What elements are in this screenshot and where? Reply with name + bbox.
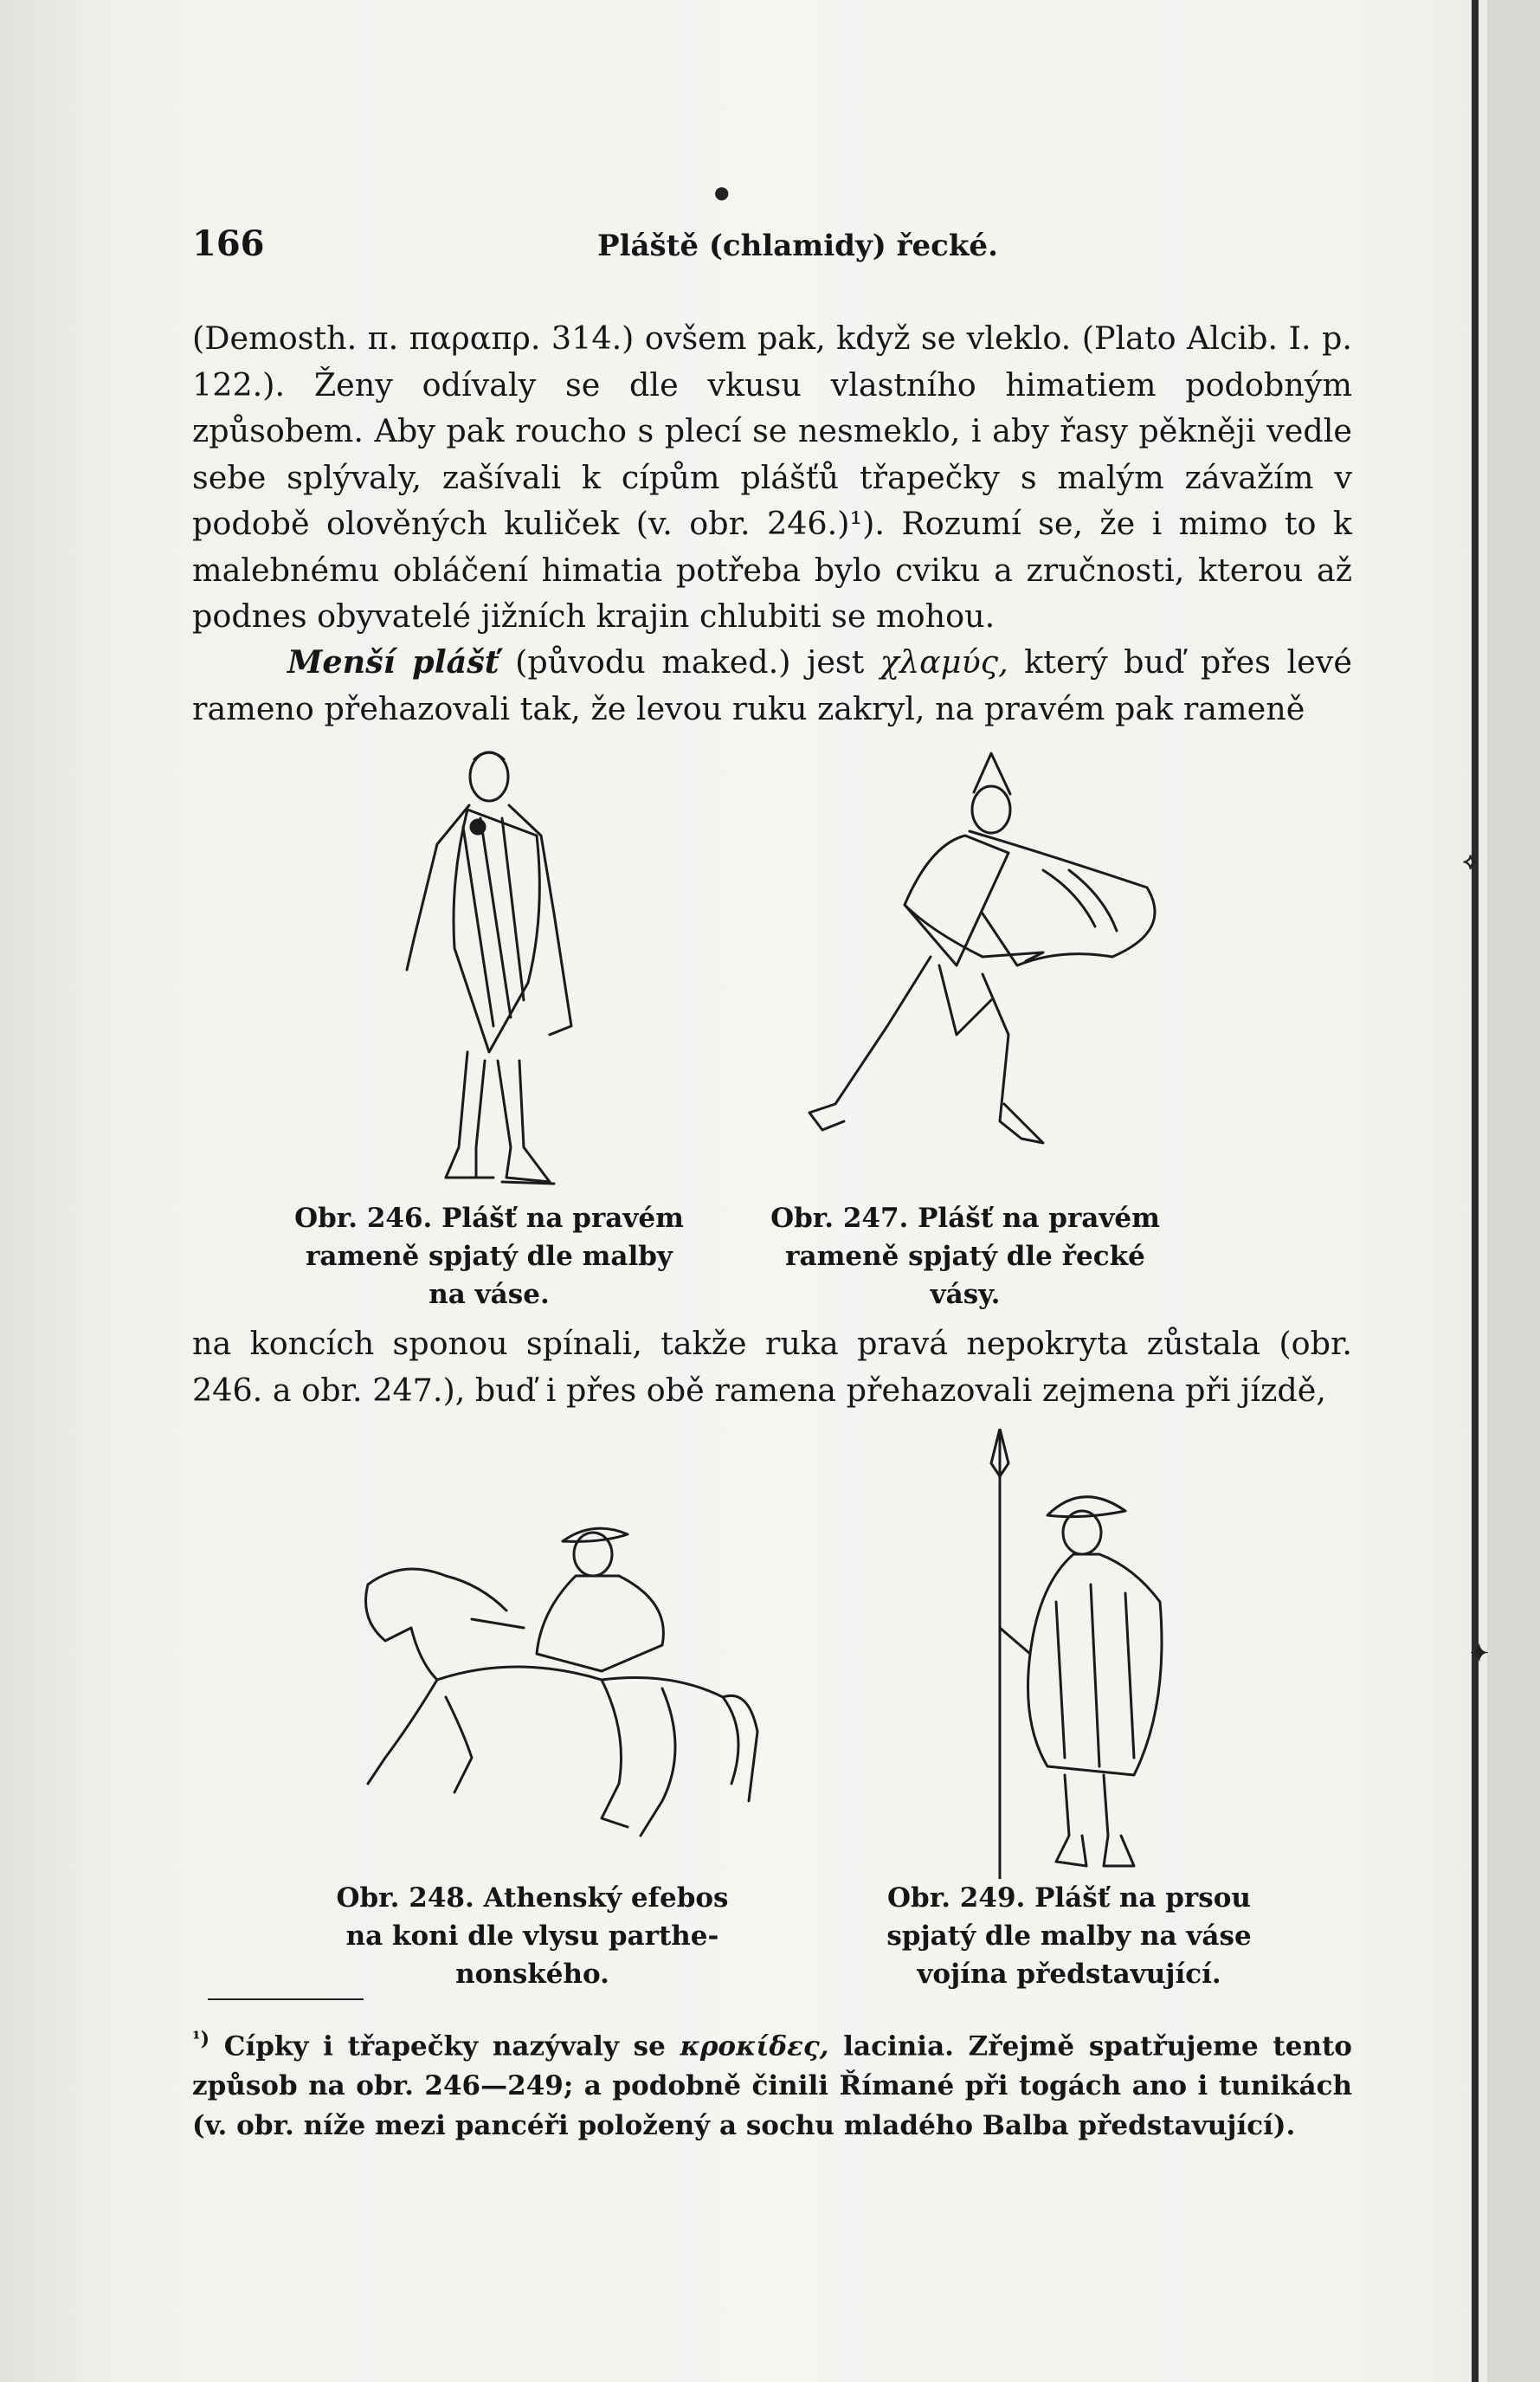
paragraph-2-rest: který buď přes levé rameno přehazovali tak, že levou ruku zakryl, na pravém pak rameně: [192, 643, 1353, 727]
caption-248: [329, 1879, 736, 1993]
caption-248-line3: nonského.: [455, 1959, 609, 1990]
paragraph-2: [192, 639, 1352, 732]
figure-248: [342, 1472, 766, 1879]
footnote-marker: ¹): [192, 2028, 210, 2050]
figure-249: [961, 1429, 1212, 1879]
page-edge-shadow: [1472, 0, 1479, 2382]
caption-249-line1: Obr. 249. Plášť na prsou: [887, 1882, 1251, 1914]
footnote-text-a: Cípky i třapečky nazývaly se: [209, 2030, 680, 2062]
greek-chlamys: χλαμύς,: [880, 643, 1008, 681]
binding-mark: ✦: [1470, 1641, 1489, 1667]
figure-249-illustration: [961, 1429, 1212, 1879]
paragraph-2-mid: (původu maked.) jest: [499, 643, 880, 681]
figure-246: [372, 740, 606, 1191]
page-header: [0, 223, 1540, 275]
caption-249-line3: vojína představující.: [917, 1959, 1221, 1990]
caption-246-line1: Obr. 246. Plášť na pravém: [294, 1203, 684, 1234]
figure-246-illustration: [372, 740, 606, 1191]
caption-249-line2: spjatý dle malby na váse: [886, 1920, 1252, 1952]
caption-246-line3: na váse.: [428, 1279, 550, 1310]
footnote-1: [192, 2019, 1352, 2146]
caption-247-line1: Obr. 247. Plášť na pravém: [770, 1203, 1160, 1234]
footnote-text-b: lacinia. Zřejmě spatřujeme tento způsob na obr. 246—249; a podobně činili Římané při togách ano i tunikách (v. obr. níže mezi pancéři položený a sochu mladého Balba představující).: [192, 2030, 1352, 2142]
figure-247: [783, 740, 1190, 1191]
binding-mark: ⟡: [1463, 849, 1479, 875]
footnote-greek: κροκίδες,: [680, 2030, 829, 2062]
caption-246: [286, 1199, 693, 1314]
printer-mark: ●: [714, 182, 730, 203]
paragraph-1: (Demosth. π. παραπρ. 314.) ovšem pak, když se vleklo. (Plato Alcib. I. p. 122.). Ženy odívaly se dle vkusu vlastního himatiem podobným způsobem. Aby pak roucho s plecí se nesmeklo, i aby řasy pěkněji vedle sebe splývaly, zašívali k cípům plášťů třapečky s malým závažím v podobě olověných kuliček (v. obr. 246.)¹). Rozumí se, že i mimo to k malebnému obláčení himatia potřeba bylo cviku a zručnosti, kterou až podnes obyvatelé jižních krajin chlubiti se mohou.: [192, 320, 1352, 635]
footnote-divider: [208, 1998, 364, 2000]
caption-247: [762, 1199, 1169, 1314]
figure-247-illustration: [783, 740, 1190, 1191]
caption-249: [866, 1879, 1273, 1993]
caption-248-line2: na koni dle vlysu parthe-: [345, 1920, 719, 1952]
caption-248-line1: Obr. 248. Athenský efebos: [336, 1882, 729, 1914]
caption-247-line2: rameně spjatý dle řecké: [785, 1241, 1145, 1272]
term-mensi-plast: Menší plášť: [287, 643, 499, 681]
caption-247-line3: vásy.: [930, 1279, 1001, 1310]
paragraph-3: na koncích sponou spínali, takže ruka pravá nepokryta zůstala (obr. 246. a obr. 247.), buď i přes obě ramena přehazovali zejmena při jízdě,: [192, 1325, 1352, 1409]
caption-246-line2: rameně spjatý dle malby: [306, 1241, 673, 1272]
running-head: Pláště (chlamidy) řecké.: [597, 229, 998, 263]
scan-margin: [1487, 0, 1540, 2382]
figure-248-illustration: [342, 1472, 766, 1879]
page-number: 166: [192, 223, 265, 264]
